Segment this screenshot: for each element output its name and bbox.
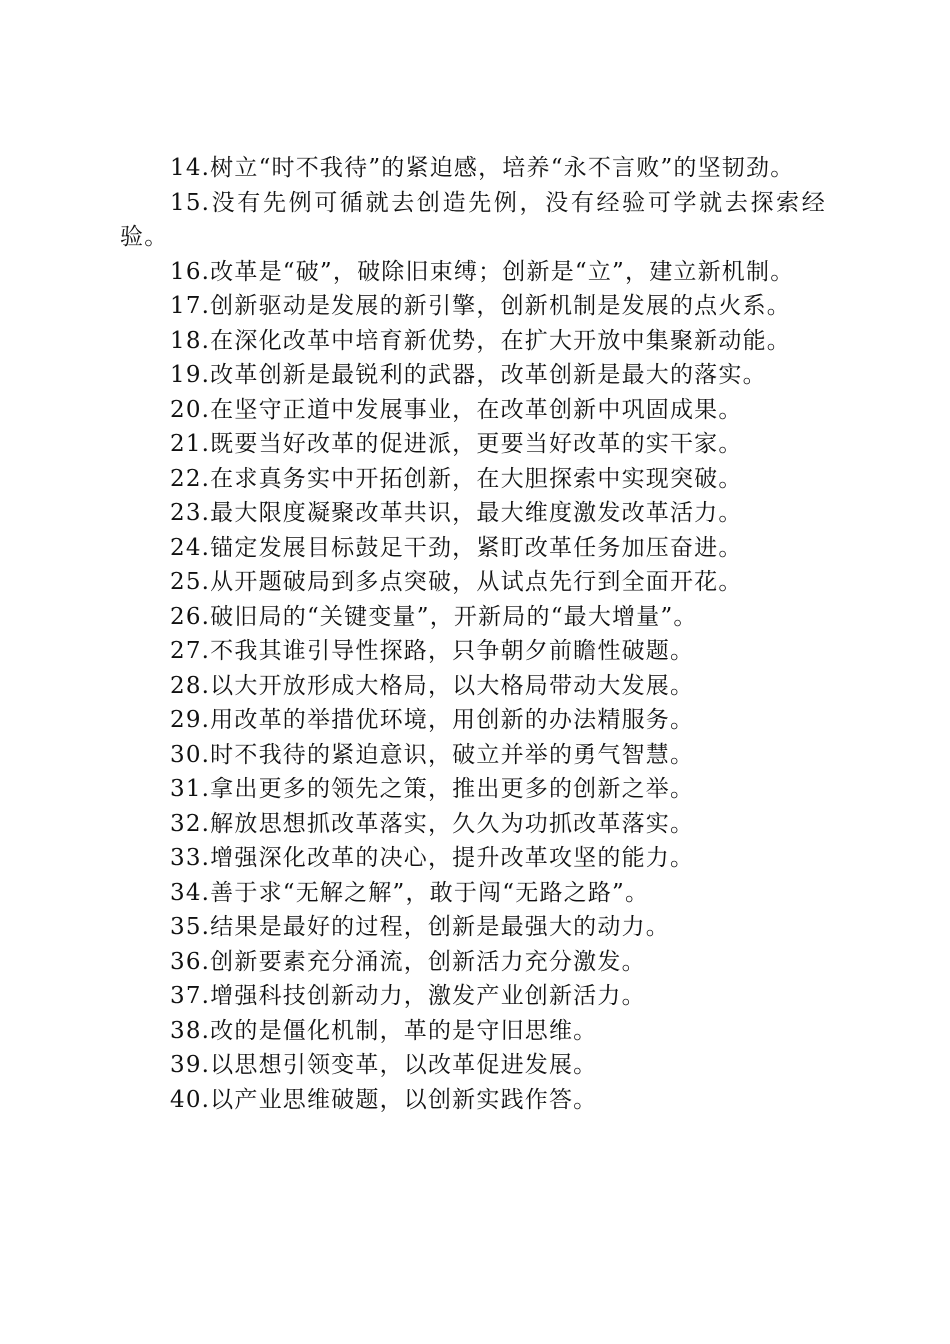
list-item: 21.既要当好改革的促进派，更要当好改革的实干家。 — [170, 431, 743, 457]
list-item: 33.增强深化改革的决心，提升改革攻坚的能力。 — [170, 845, 695, 871]
list-item: 14.树立“时不我待”的紧迫感，培养“永不言败”的坚韧劲。 — [170, 155, 795, 181]
list-item: 16.改革是“破”，破除旧束缚；创新是“立”，建立新机制。 — [170, 258, 795, 285]
list-item: 19.改革创新是最锐利的武器，改革创新是最大的落实。 — [170, 362, 767, 388]
list-item: 29.用改革的举措优环境，用创新的办法精服务。 — [170, 707, 695, 733]
list-item: 34.善于求“无解之解”，敢于闯“无路之路”。 — [170, 879, 650, 906]
list-item: 23.最大限度凝聚改革共识，最大维度激发改革活力。 — [170, 500, 743, 526]
list-item: 20.在坚守正道中发展事业，在改革创新中巩固成果。 — [170, 396, 743, 423]
list-item: 31.拿出更多的领先之策，推出更多的创新之举。 — [170, 776, 695, 802]
list-item: 28.以大开放形成大格局，以大格局带动大发展。 — [170, 672, 695, 699]
list-item: 27.不我其谁引导性探路，只争朝夕前瞻性破题。 — [170, 638, 695, 664]
list-item: 17.创新驱动是发展的新引擎，创新机制是发展的点火系。 — [170, 293, 791, 319]
list-item: 22.在求真务实中开拓创新，在大胆探索中实现突破。 — [170, 465, 743, 492]
list-item: 36.创新要素充分涌流，创新活力充分激发。 — [170, 948, 646, 975]
list-item: 39.以思想引领变革，以改革促进发展。 — [170, 1052, 598, 1078]
list-item: 15.没有先例可循就去创造先例，没有经验可学就去探索经验。 — [120, 189, 826, 250]
list-item: 26.破旧局的“关键变量”，开新局的“最大增量”。 — [170, 603, 698, 630]
list-item: 18.在深化改革中培育新优势，在扩大开放中集聚新动能。 — [170, 327, 791, 354]
list-item: 30.时不我待的紧迫意识，破立并举的勇气智慧。 — [170, 741, 695, 768]
list-item: 40.以产业思维破题，以创新实践作答。 — [170, 1086, 598, 1113]
list-item: 32.解放思想抓改革落实，久久为功抓改革落实。 — [170, 810, 695, 837]
slogan-list — [120, 151, 826, 1117]
list-item: 38.改的是僵化机制，革的是守旧思维。 — [170, 1017, 598, 1044]
list-item: 35.结果是最好的过程，创新是最强大的动力。 — [170, 914, 670, 940]
list-item: 37.增强科技创新动力，激发产业创新活力。 — [170, 983, 646, 1009]
list-item: 24.锚定发展目标鼓足干劲，紧盯改革任务加压奋进。 — [170, 534, 743, 561]
list-item: 25.从开题破局到多点突破，从试点先行到全面开花。 — [170, 569, 743, 595]
